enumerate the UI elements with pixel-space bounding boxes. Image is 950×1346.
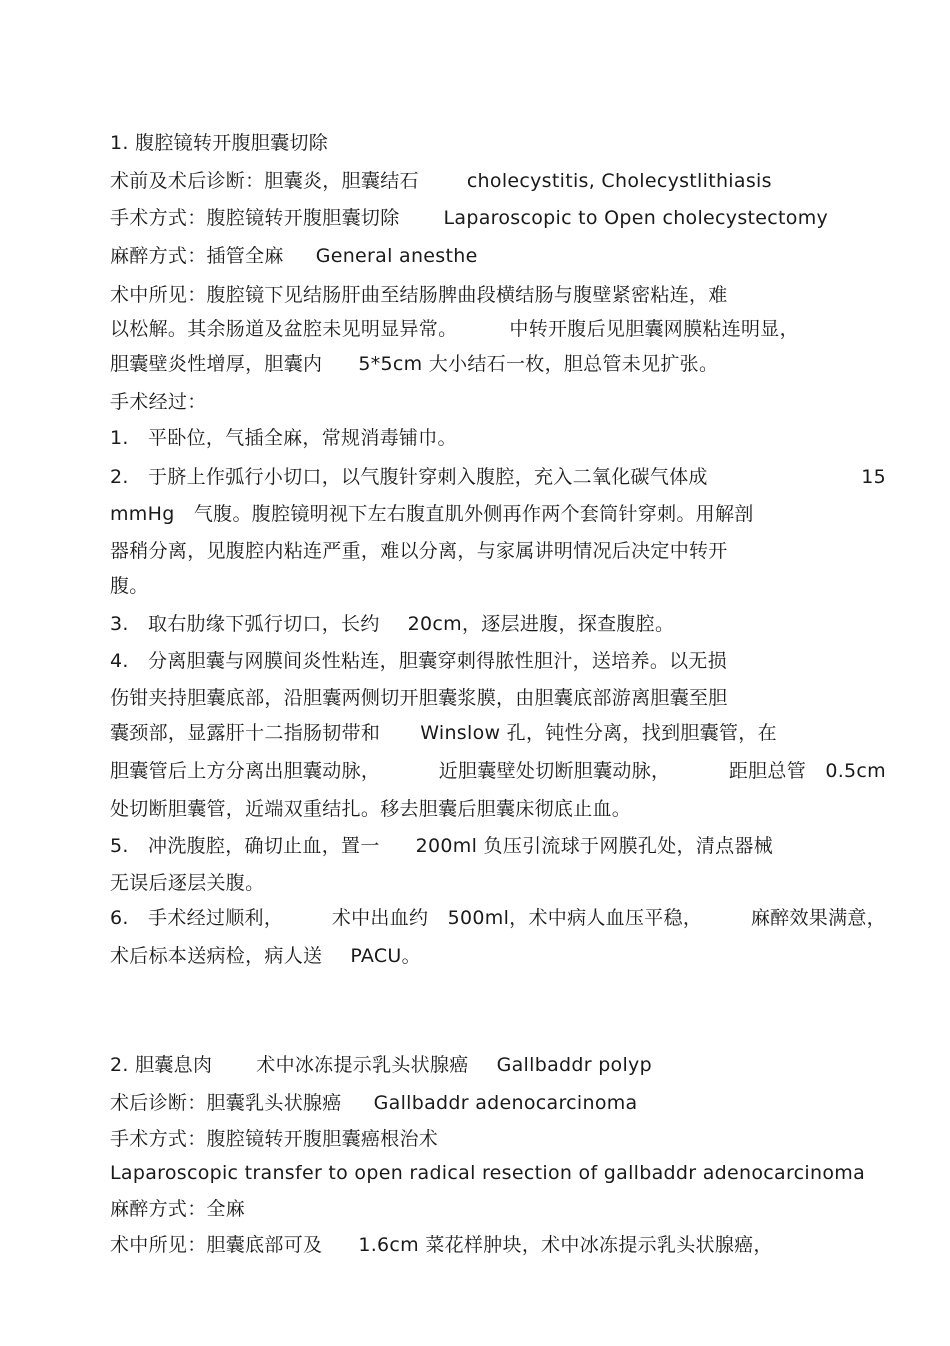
section1-heading-text: 1. 腹腔镜转开腹胆囊切除 [110,132,329,154]
findings-line-1 [110,280,890,310]
step-2-line-3 [110,536,890,566]
step-4-line-4 [110,756,886,786]
findings-text: 术中所见：胆囊底部可及 [110,1234,323,1256]
section2-method-en [110,1158,890,1188]
findings-text: 胆囊壁炎性增厚，胆囊内 [110,353,323,375]
findings-text: 以松解。其余肠道及盆腔未见明显异常。 [110,318,458,340]
section2-anesthesia [110,1194,890,1224]
step-2-line-2 [110,499,890,529]
step-text: 伤钳夹持胆囊底部，沿胆囊两侧切开胆囊浆膜，由胆囊底部游离胆囊至胆 [110,687,728,709]
step-text: 术后标本送病检，病人送 [110,945,323,967]
diagnosis-en: Gallbaddr adenocarcinoma [373,1092,638,1114]
anesthesia-label: 麻醉方式：插管全麻 [110,245,284,267]
step-6-line-2 [110,941,890,971]
step-text: 处切断胆囊管，近端双重结扎。移去胆囊后胆囊床彻底止血。 [110,798,632,820]
step-text: 囊颈部，显露肝十二指肠韧带和 [110,722,381,744]
anesthesia-label: 麻醉方式：全麻 [110,1198,246,1220]
step-text: 4. 分离胆囊与网膜间炎性粘连，胆囊穿刺得脓性胆汁，送培养。以无损 [110,650,728,672]
step-text: 距胆总管 0.5cm [728,760,886,782]
section2-heading [110,1050,890,1080]
step-text: 15 [861,466,886,488]
step-text: 近胆囊壁处切断胆囊动脉， [438,760,671,782]
section2-diagnosis [110,1088,890,1118]
step-text: PACU。 [350,945,421,967]
section1-heading [110,128,890,158]
step-text: 腹。 [110,575,149,597]
step-text: Winslow 孔，钝性分离，找到胆囊管，在 [420,722,777,744]
section1-anesthesia [110,241,890,271]
section1-diagnosis [110,166,890,196]
diagnosis-label: 术前及术后诊断：胆囊炎，胆囊结石 [110,170,419,192]
step-text: 6. 手术经过顺利， [110,907,284,929]
findings-text: 1.6cm 菜花样肿块，术中冰冻提示乳头状腺癌， [358,1234,773,1256]
method-label: 手术方式：腹腔镜转开腹胆囊切除 [110,207,400,229]
section2-findings [110,1230,890,1260]
step-text: 3. 取右肋缘下弧行切口，长约 [110,613,380,635]
process-label-text: 手术经过： [110,391,207,413]
step-text: 20cm，逐层进腹，探查腹腔。 [407,613,675,635]
step-text: 200ml 负压引流球于网膜孔处，清点器械 [415,835,774,857]
findings-text: 术中所见：腹腔镜下见结肠肝曲至结肠脾曲段横结肠与腹壁紧密粘连，难 [110,284,728,306]
findings-line-3 [110,349,890,379]
step-4-line-2 [110,683,890,713]
findings-line-2 [110,314,890,344]
step-2-line-1 [110,462,886,492]
method-en: Laparoscopic transfer to open radical resection of gallbaddr adenocarcinoma [110,1162,866,1184]
step-text: 麻醉效果满意， [750,907,886,929]
step-5-line-1 [110,831,890,861]
method-en: Laparoscopic to Open cholecystectomy [443,207,829,229]
diagnosis-en: cholecystitis, Cholecystlithiasis [466,170,772,192]
findings-text: 中转开腹后见胆囊网膜粘连明显， [509,318,799,340]
section1-method [110,203,890,233]
step-text: 5. 冲洗腹腔，确切止血，置一 [110,835,380,857]
findings-text: 5*5cm 大小结石一枚，胆总管未见扩张。 [358,353,719,375]
step-4-line-5 [110,794,890,824]
step-text: 器稍分离，见腹腔内粘连严重，难以分离，与家属讲明情况后决定中转开 [110,540,728,562]
process-label [110,387,890,417]
step-4-line-1 [110,646,890,676]
step-1 [110,423,890,453]
section2-method [110,1124,890,1154]
section2-heading-en: Gallbaddr polyp [496,1054,652,1076]
diagnosis-label: 术后诊断：胆囊乳头状腺癌 [110,1092,342,1114]
step-text: 无误后逐层关腹。 [110,872,265,894]
step-3 [110,609,890,639]
step-2-line-4 [110,571,890,601]
step-6-line-1 [110,903,886,933]
step-text: 1. 平卧位，气插全麻，常规消毒铺巾。 [110,427,457,449]
step-text: 胆囊管后上方分离出胆囊动脉， [110,760,381,782]
section2-heading-text: 术中冰冻提示乳头状腺癌 [256,1054,469,1076]
section2-heading-text: 2. 胆囊息肉 [110,1054,213,1076]
method-label: 手术方式：腹腔镜转开腹胆囊癌根治术 [110,1128,439,1150]
step-4-line-3 [110,718,890,748]
step-text: 术中出血约 500ml，术中病人血压平稳， [331,907,703,929]
anesthesia-en: General anesthe [315,245,478,267]
step-text: 2. 于脐上作弧行小切口，以气腹针穿刺入腹腔，充入二氧化碳气体成 [110,466,708,488]
step-text: mmHg 气腹。腹腔镜明视下左右腹直肌外侧再作两个套筒针穿刺。用解剖 [110,503,754,525]
step-5-line-2 [110,868,890,898]
